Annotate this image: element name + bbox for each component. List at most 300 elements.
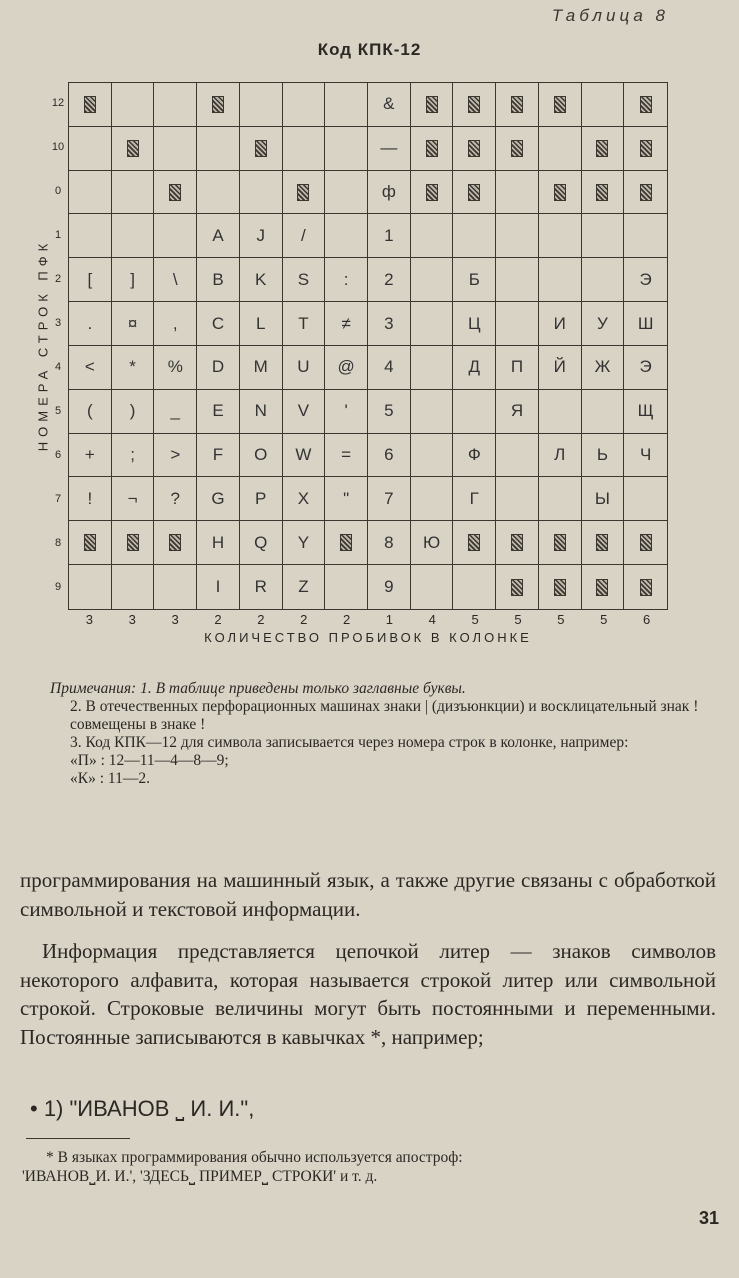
cell-symbol: 6 <box>384 445 394 465</box>
cell-symbol: Ж <box>594 357 611 377</box>
table-cell <box>582 346 625 390</box>
table-cell <box>539 477 582 521</box>
table-cell <box>539 302 582 346</box>
cell-symbol: & <box>383 94 395 114</box>
table-number: Таблица 8 <box>551 6 669 25</box>
table-notes <box>50 680 710 788</box>
table-cell <box>496 302 539 346</box>
table-cell <box>325 258 368 302</box>
table-cell <box>411 302 454 346</box>
table-cell <box>582 171 625 215</box>
cell-symbol: ! <box>87 488 93 508</box>
cell-symbol: Ш <box>637 313 654 333</box>
punch-mark <box>554 96 566 113</box>
table-cell <box>112 346 155 390</box>
table-cell <box>582 434 625 478</box>
table-cell <box>411 346 454 390</box>
column-count: 5 <box>557 612 565 627</box>
table-cell <box>240 565 283 609</box>
table-cell <box>283 390 326 434</box>
table-cell <box>325 302 368 346</box>
cell-symbol: P <box>255 488 267 508</box>
punch-mark <box>426 96 438 113</box>
table-cell <box>624 171 667 215</box>
table-cell <box>112 434 155 478</box>
table-cell <box>240 521 283 565</box>
cell-symbol: Щ <box>637 401 654 421</box>
column-count: 4 <box>428 612 436 627</box>
table-cell <box>411 258 454 302</box>
table-cell <box>539 565 582 609</box>
table-cell <box>496 171 539 215</box>
table-cell <box>624 302 667 346</box>
cell-symbol: У <box>597 313 608 333</box>
table-cell <box>325 346 368 390</box>
table-cell <box>69 434 112 478</box>
cell-symbol: Ь <box>596 445 608 465</box>
cell-symbol: > <box>170 445 181 465</box>
table-cell <box>496 346 539 390</box>
cell-symbol: X <box>297 488 310 508</box>
table-cell <box>283 565 326 609</box>
cell-symbol: M <box>253 357 268 377</box>
table-cell <box>624 127 667 171</box>
table-cell <box>240 214 283 258</box>
table-cell <box>69 346 112 390</box>
table-cell <box>240 346 283 390</box>
table-cell <box>325 521 368 565</box>
table-cell <box>368 521 411 565</box>
cell-symbol: ) <box>129 401 136 421</box>
table-cell <box>368 214 411 258</box>
table-cell <box>368 565 411 609</box>
table-cell <box>154 434 197 478</box>
table-cell <box>240 171 283 215</box>
punch-mark <box>169 184 181 201</box>
cell-symbol: H <box>211 532 225 552</box>
table-cell <box>624 565 667 609</box>
table-cell <box>197 83 240 127</box>
table-cell <box>411 477 454 521</box>
table-cell <box>624 83 667 127</box>
table-cell <box>112 302 155 346</box>
cell-symbol: G <box>211 488 225 508</box>
punch-mark <box>84 96 96 113</box>
footnote-line: 'ИВАНОВ⎵И. И.', 'ЗДЕСЬ⎵ ПРИМЕР⎵ СТРОКИ' и т. д. <box>22 1168 378 1185</box>
table-cell <box>154 521 197 565</box>
table-cell <box>197 477 240 521</box>
row-number: 5 <box>54 405 62 417</box>
column-count: 5 <box>600 612 608 627</box>
note-line: Примечания: 1. В таблице приведены только заглавные буквы. <box>50 680 466 697</box>
cell-symbol: _ <box>170 401 181 421</box>
table-cell <box>539 258 582 302</box>
table-cell <box>325 127 368 171</box>
table-cell <box>411 390 454 434</box>
row-number: 12 <box>51 97 65 109</box>
table-cell <box>283 214 326 258</box>
cell-symbol: 2 <box>384 269 394 289</box>
table-cell <box>112 171 155 215</box>
cell-symbol: T <box>298 313 309 333</box>
cell-symbol: Э <box>639 357 652 377</box>
table-cell <box>453 477 496 521</box>
table-cell <box>539 171 582 215</box>
punch-mark <box>426 184 438 201</box>
column-count-row <box>68 612 668 627</box>
punch-mark <box>426 140 438 157</box>
row-number: 10 <box>51 141 65 153</box>
table-cell <box>325 477 368 521</box>
table-cell <box>368 83 411 127</box>
table-cell <box>496 214 539 258</box>
cell-symbol: < <box>84 357 95 377</box>
table-cell <box>154 302 197 346</box>
column-count: 5 <box>514 612 522 627</box>
table-cell <box>283 346 326 390</box>
table-cell <box>283 127 326 171</box>
cell-symbol: J <box>256 225 265 245</box>
table-cell <box>496 258 539 302</box>
footnote <box>22 1148 712 1186</box>
table-cell <box>582 477 625 521</box>
cell-symbol: Д <box>468 357 481 377</box>
cell-symbol: L <box>255 313 266 333</box>
table-cell <box>453 83 496 127</box>
column-count: 2 <box>300 612 308 627</box>
table-cell <box>283 521 326 565</box>
table-cell <box>240 390 283 434</box>
table-cell <box>69 477 112 521</box>
punch-mark <box>640 96 652 113</box>
cell-symbol: Б <box>468 269 480 289</box>
y-axis-label: НОМЕРА СТРОК ПФК <box>35 238 51 452</box>
punch-mark <box>511 534 523 551</box>
cell-symbol: Ц <box>467 313 481 333</box>
table-cell <box>325 83 368 127</box>
row-number: 3 <box>54 317 62 329</box>
table-cell <box>197 258 240 302</box>
table-cell <box>453 258 496 302</box>
table-cell <box>112 521 155 565</box>
table-cell <box>496 390 539 434</box>
cell-symbol: . <box>87 313 93 333</box>
table-cell <box>325 565 368 609</box>
table-cell <box>582 565 625 609</box>
cell-symbol: / <box>301 225 306 245</box>
cell-symbol: @ <box>337 357 355 377</box>
punch-mark <box>255 140 267 157</box>
table-cell <box>283 83 326 127</box>
row-number: 7 <box>54 493 62 505</box>
table-cell <box>368 302 411 346</box>
table-cell <box>496 565 539 609</box>
punch-mark <box>554 534 566 551</box>
punch-mark <box>596 140 608 157</box>
cell-symbol: 5 <box>384 401 394 421</box>
footnote-rule <box>26 1138 130 1139</box>
cell-symbol: = <box>341 445 352 465</box>
cell-symbol: Г <box>469 488 479 508</box>
punch-mark <box>340 534 352 551</box>
table-cell <box>197 171 240 215</box>
table-cell <box>453 565 496 609</box>
cell-symbol: F <box>212 445 224 465</box>
punch-mark <box>468 534 480 551</box>
page-number: 31 <box>698 1208 719 1228</box>
table-cell <box>69 171 112 215</box>
table-cell <box>112 477 155 521</box>
table-cell <box>69 302 112 346</box>
table-cell <box>154 346 197 390</box>
table-cell <box>197 346 240 390</box>
cell-symbol: Ы <box>594 488 610 508</box>
cell-symbol: " <box>343 488 350 508</box>
cell-symbol: 4 <box>384 357 394 377</box>
punch-mark <box>640 534 652 551</box>
punch-mark <box>511 579 523 596</box>
footnote-line: * В языках программирования обычно используется апостроф: <box>46 1149 463 1166</box>
table-cell <box>197 302 240 346</box>
table-cell <box>539 434 582 478</box>
table-cell <box>624 521 667 565</box>
table-cell <box>411 83 454 127</box>
table-cell <box>325 434 368 478</box>
table-cell <box>624 258 667 302</box>
table-cell <box>624 390 667 434</box>
string-example: • 1) "ИВАНОВ ⎵ И. И.", <box>30 1096 255 1121</box>
table-cell <box>368 346 411 390</box>
punch-mark <box>169 534 181 551</box>
table-cell <box>112 214 155 258</box>
punch-mark <box>596 184 608 201</box>
cell-symbol: % <box>167 357 183 377</box>
punch-mark <box>511 140 523 157</box>
table-cell <box>582 390 625 434</box>
table-cell <box>154 214 197 258</box>
code-title: Код КПК-12 <box>317 40 422 59</box>
table-cell <box>197 521 240 565</box>
table-cell <box>197 565 240 609</box>
cell-symbol: , <box>172 313 178 333</box>
cell-symbol: 1 <box>384 225 394 245</box>
punch-mark <box>212 96 224 113</box>
column-count: 3 <box>171 612 179 627</box>
table-cell <box>539 127 582 171</box>
cell-symbol: [ <box>87 269 93 289</box>
table-cell <box>368 390 411 434</box>
cell-symbol: B <box>212 269 224 289</box>
table-cell <box>197 434 240 478</box>
row-number: 1 <box>54 229 62 241</box>
table-cell <box>411 434 454 478</box>
table-cell <box>283 258 326 302</box>
row-number: 2 <box>54 273 62 285</box>
column-count: 5 <box>471 612 479 627</box>
row-number: 9 <box>54 581 62 593</box>
table-cell <box>539 521 582 565</box>
cell-symbol: ] <box>130 269 135 289</box>
punch-mark <box>554 579 566 596</box>
table-cell <box>368 171 411 215</box>
punch-mark <box>640 579 652 596</box>
cell-symbol: ? <box>170 488 181 508</box>
table-cell <box>69 521 112 565</box>
table-cell <box>582 214 625 258</box>
cell-symbol: V <box>297 401 310 421</box>
column-count: 6 <box>642 612 651 627</box>
table-cell <box>154 127 197 171</box>
table-cell <box>154 83 197 127</box>
cell-symbol: S <box>297 269 310 289</box>
table-cell <box>197 127 240 171</box>
cell-symbol: D <box>211 357 225 377</box>
table-cell <box>582 83 625 127</box>
table-cell <box>453 346 496 390</box>
table-cell <box>240 434 283 478</box>
table-cell <box>154 258 197 302</box>
table-cell <box>539 83 582 127</box>
punch-mark <box>468 140 480 157</box>
cell-symbol: : <box>343 269 349 289</box>
punch-mark <box>554 184 566 201</box>
table-cell <box>69 565 112 609</box>
cell-symbol: И <box>553 313 566 333</box>
table-cell <box>283 171 326 215</box>
table-cell <box>240 83 283 127</box>
cell-symbol: N <box>254 401 267 421</box>
cell-symbol: K <box>255 269 267 289</box>
table-cell <box>624 477 667 521</box>
table-cell <box>112 83 155 127</box>
paragraph: программирования на машинный язык, а также другие связаны с обработкой символьной и текстовой информации. <box>20 868 716 921</box>
cell-symbol: Ю <box>422 532 441 552</box>
column-count: 1 <box>385 612 394 627</box>
cell-symbol: ≠ <box>341 313 351 333</box>
punch-mark <box>468 184 480 201</box>
cell-symbol: * <box>129 357 136 377</box>
table-cell <box>112 390 155 434</box>
cell-symbol: U <box>297 357 310 377</box>
table-cell <box>154 390 197 434</box>
cell-symbol: ¤ <box>127 313 138 333</box>
table-cell <box>240 302 283 346</box>
punch-mark <box>640 140 652 157</box>
cell-symbol: E <box>212 401 224 421</box>
note-line: 3. Код КПК—12 для символа записывается через номера строк в колонке, например: <box>70 734 629 751</box>
table-cell <box>496 477 539 521</box>
cell-symbol: ' <box>344 401 348 421</box>
table-cell <box>453 521 496 565</box>
cell-symbol: Э <box>639 269 652 289</box>
table-cell <box>283 302 326 346</box>
table-cell <box>624 214 667 258</box>
table-cell <box>240 258 283 302</box>
cell-symbol: \ <box>172 269 178 289</box>
table-cell <box>112 127 155 171</box>
punch-mark <box>127 534 139 551</box>
cell-symbol: ( <box>87 401 93 421</box>
cell-symbol: O <box>254 445 268 465</box>
cell-symbol: Ч <box>639 445 652 465</box>
table-cell <box>69 214 112 258</box>
table-cell <box>453 171 496 215</box>
row-number: 8 <box>54 537 62 549</box>
table-cell <box>624 434 667 478</box>
table-cell <box>368 258 411 302</box>
table-cell <box>154 477 197 521</box>
cell-symbol: ; <box>130 445 135 465</box>
cell-symbol: ¬ <box>127 488 138 508</box>
table-cell <box>411 565 454 609</box>
column-count: 2 <box>342 612 351 627</box>
table-cell <box>69 127 112 171</box>
table-cell <box>539 390 582 434</box>
table-cell <box>453 302 496 346</box>
table-cell <box>154 565 197 609</box>
cell-symbol: + <box>84 445 95 465</box>
cell-symbol: R <box>254 577 267 597</box>
cell-symbol: 7 <box>384 488 394 508</box>
punch-mark <box>596 534 608 551</box>
punch-mark <box>511 96 523 113</box>
punch-mark <box>84 534 96 551</box>
table-cell <box>368 477 411 521</box>
table-cell <box>240 477 283 521</box>
cell-symbol: 3 <box>384 313 394 333</box>
cell-symbol: Й <box>553 357 566 377</box>
table-cell <box>496 83 539 127</box>
cell-symbol: W <box>295 445 312 465</box>
table-cell <box>154 171 197 215</box>
table-cell <box>240 127 283 171</box>
table-cell <box>582 127 625 171</box>
cell-symbol: Ф <box>467 445 481 465</box>
table-cell <box>539 214 582 258</box>
cell-symbol: 9 <box>384 577 394 597</box>
table-cell <box>112 565 155 609</box>
row-number: 4 <box>54 361 62 373</box>
table-cell <box>453 127 496 171</box>
row-number: 0 <box>54 185 62 197</box>
table-cell <box>453 434 496 478</box>
table-cell <box>411 214 454 258</box>
table-cell <box>368 127 411 171</box>
table-cell <box>69 83 112 127</box>
punch-code-table <box>68 82 668 610</box>
table-cell <box>411 521 454 565</box>
table-cell <box>411 127 454 171</box>
body-text <box>20 866 716 1051</box>
table-cell <box>112 258 155 302</box>
cell-symbol: I <box>215 577 221 597</box>
punch-mark <box>127 140 139 157</box>
table-cell <box>496 521 539 565</box>
table-cell <box>582 521 625 565</box>
cell-symbol: Y <box>297 532 310 552</box>
table-cell <box>197 390 240 434</box>
column-count: 2 <box>257 612 265 627</box>
table-cell <box>368 434 411 478</box>
cell-symbol: 8 <box>384 532 394 552</box>
note-line: 2. В отечественных перфорационных машинах знаки | (дизъюнкции) и восклицательный знак ! совмещены в знаке ! <box>70 698 699 733</box>
punch-mark <box>640 184 652 201</box>
table-cell <box>624 346 667 390</box>
cell-symbol: Z <box>298 577 309 597</box>
column-count: 3 <box>128 612 136 627</box>
paragraph: Информация представляется цепочкой литер — знаков символов некоторого алфавита, которая называется строкой литер или символьной строкой. Строковые величины могут быть постоянными и переменными. Постоянные записываются в кавычках *, например; <box>20 939 716 1049</box>
table-cell <box>496 434 539 478</box>
